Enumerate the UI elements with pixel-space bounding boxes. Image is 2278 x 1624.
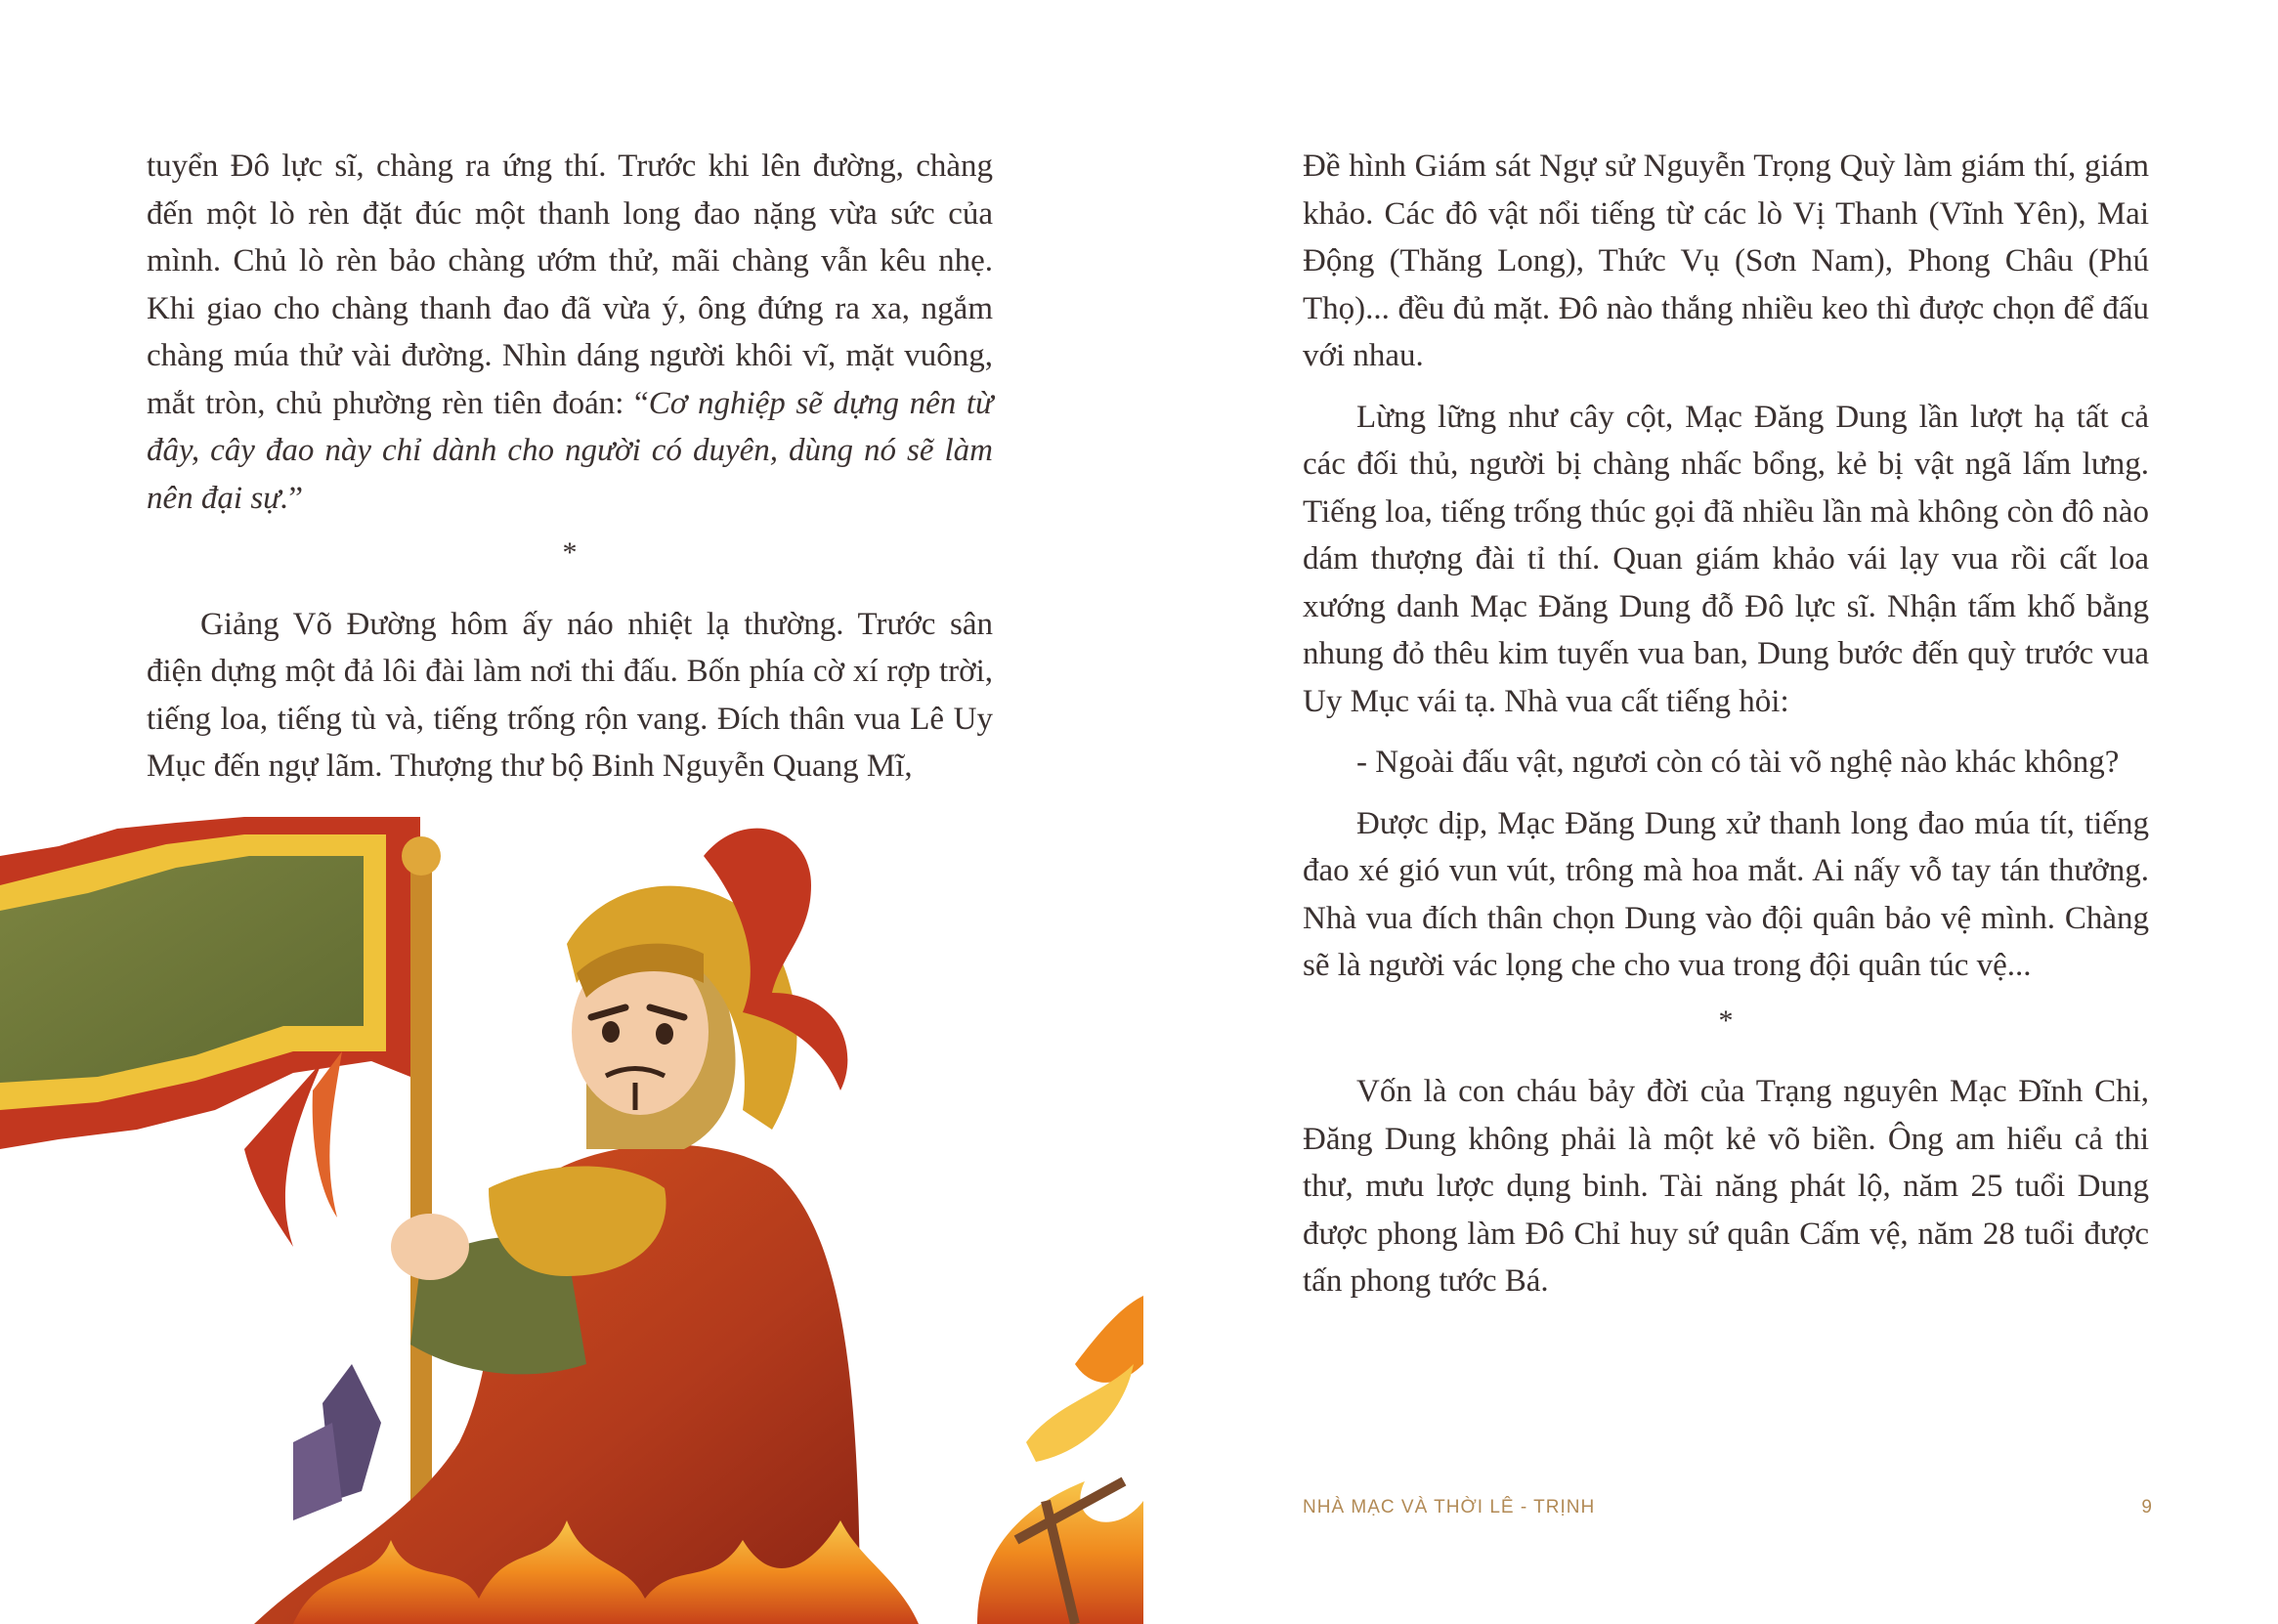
right-page-text (1303, 143, 2149, 1305)
right-paragraph-2: Lừng lững như cây cột, Mạc Đăng Dung lần lượt hạ tất cả các đối thủ, người bị chàng nhấc bổng, kẻ bị vật ngã lấm lưng. Tiếng loa, tiếng trống thúc gọi đã nhiều lần mà không còn đô nào dám thượng đài tỉ thí. Quan giám khảo vái lạy vua rồi cất loa xướng danh Mạc Đăng Dung đỗ Đô lực sĩ. Nhận tấm khố bằng nhung đỏ thêu kim tuyến vua ban, Dung bước đến quỳ trước vua Uy Mục vái tạ. Nhà vua cất tiếng hỏi: (1303, 399, 2149, 719)
dialogue-line: - Ngoài đấu vật, ngươi còn có tài võ nghệ nào khác không? (1356, 745, 2120, 780)
page-number: 9 (2141, 1497, 2152, 1517)
left-paragraph-1-text: tuyển Đô lực sĩ, chàng ra ứng thí. Trước khi lên đường, chàng đến một lò rèn đặt đúc một thanh long đao nặng vừa sức của mình. Chủ lò rèn bảo chàng ướm thử, mãi chàng vẫn kêu nhẹ. Khi giao cho chàng thanh đao đã vừa ý, ông đứng ra xa, ngắm chàng múa thử vài đường. Nhìn dáng người khôi vĩ, mặt vuông, mắt tròn, chủ phường rèn tiên đoán: “ (147, 149, 993, 421)
right-paragraph-5: Vốn là con cháu bảy đời của Trạng nguyên Mạc Đĩnh Chi, Đăng Dung không phải là một kẻ võ biền. Ông am hiểu cả thi thư, mưu lược dụng binh. Tài năng phát lộ, năm 25 tuổi Dung được phong làm Đô Chỉ huy sứ quân Cấm vệ, năm 28 tuổi được tấn phong tước Bá. (1303, 1074, 2149, 1299)
section-separator: * (1718, 1004, 1734, 1037)
section-separator: * (562, 536, 578, 569)
right-paragraph-4: Được dịp, Mạc Đăng Dung xử thanh long đao múa tít, tiếng đao xé gió vun vút, trông mà hoa mắt. Ai nấy vỗ tay tán thưởng. Nhà vua đích thân chọn Dung vào đội quân bảo vệ mình. Chàng sẽ là người vác lọng che cho vua trong đội quân túc vệ... (1303, 805, 2149, 983)
warrior-head (567, 829, 847, 1149)
banner-flag (0, 817, 420, 1247)
right-page (1143, 0, 2278, 1624)
warrior-hand (391, 1214, 469, 1280)
left-paragraph-2: Giảng Võ Đường hôm ấy náo nhiệt lạ thường. Trước sân điện dựng một đả lôi đài làm nơi thi đấu. Bốn phía cờ xí rợp trời, tiếng loa, tiếng tù và, tiếng trống rộn vang. Đích thân vua Lê Uy Mục đến ngự lãm. Thượng thư bộ Binh Nguyễn Quang Mĩ, (147, 606, 993, 784)
warrior-with-banner-illustration (0, 817, 1143, 1624)
running-title: NHÀ MẠC VÀ THỜI LÊ - TRỊNH (1303, 1497, 1596, 1517)
right-paragraph-1: Đề hình Giám sát Ngự sử Nguyễn Trọng Quỳ làm giám thí, giám khảo. Các đô vật nổi tiếng từ các lò Vị Thanh (Vĩnh Yên), Mai Động (Thăng Long), Thức Vụ (Sơn Nam), Phong Châu (Phú Thọ)... đều đủ mặt. Đô nào thắng nhiều keo thì được chọn để đấu với nhau. (1303, 149, 2149, 373)
smith-prophecy-quote: Cơ nghiệp sẽ dựng nên từ đây, cây đao này chỉ dành cho người có duyên, dùng nó sẽ làm nên đại sự. (147, 385, 993, 516)
left-paragraph-1 (147, 143, 993, 522)
quote-close: ” (288, 480, 304, 516)
left-page-text (147, 143, 993, 791)
